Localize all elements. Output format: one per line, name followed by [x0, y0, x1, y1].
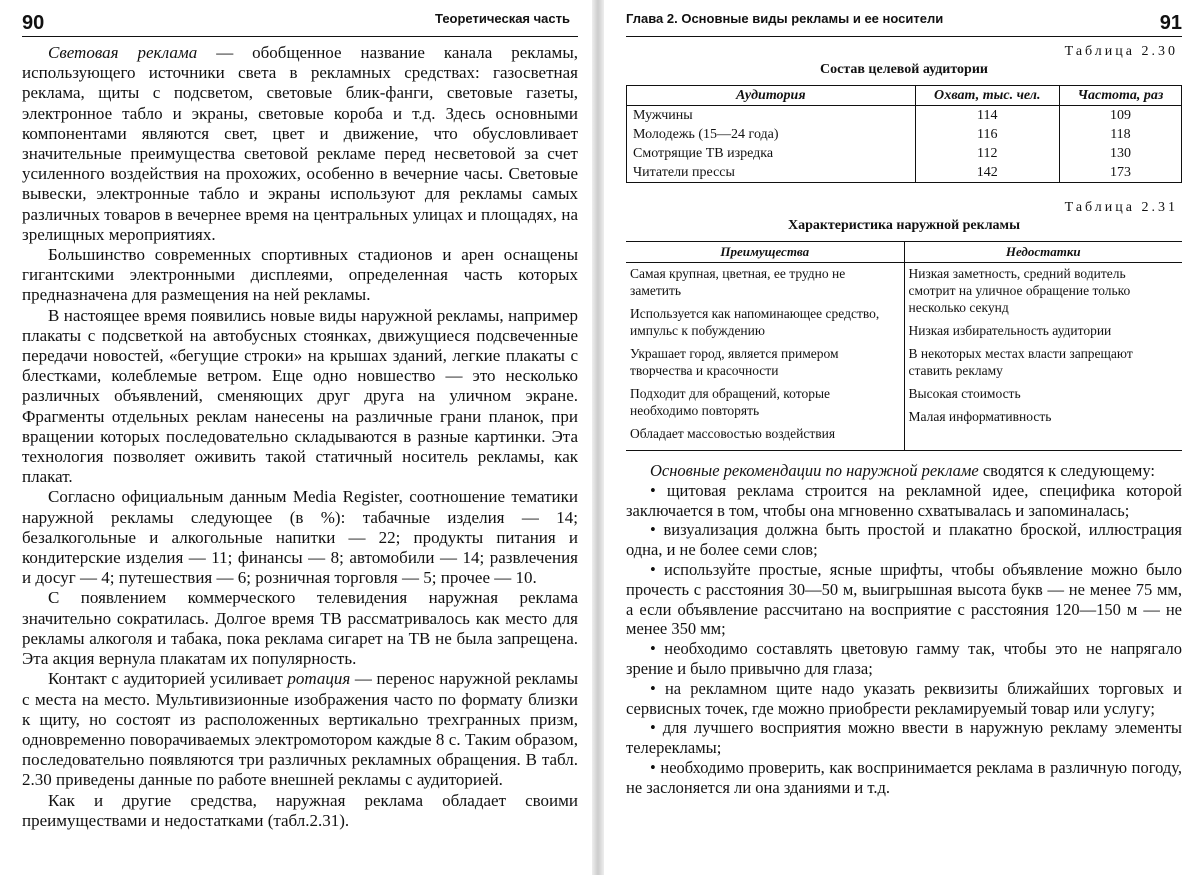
right-page [604, 0, 1200, 875]
list-item: Подходит для обращений, которые необходимо повторять [630, 386, 831, 418]
table-row [627, 125, 1182, 144]
bullet-item: • необходимо проверить, как воспринимается реклама в различную погоду, не заслоняется ли она зданиями и т.д. [626, 757, 1182, 797]
left-page [0, 0, 592, 875]
book-gutter [592, 0, 604, 875]
table-cell: 112 [915, 144, 1059, 163]
table-cell: 142 [915, 163, 1059, 183]
bullet-item: • щитовая реклама строится на рекламной идее, специфика которой заключается в том, чтобы она мгновенно схватывалась и запоминалась; [626, 480, 1182, 520]
table-caption: Таблица 2.30 [1064, 44, 1178, 59]
table-header-row [626, 242, 1182, 263]
list-item: Малая информативность [908, 409, 1052, 424]
table-cell: 173 [1059, 163, 1181, 183]
table-cell: Мужчины [627, 106, 916, 126]
page-number: 90 [22, 12, 45, 34]
bullet-item: • для лучшего восприятия можно ввести в наружную рекламу элементы телерекламы; [626, 718, 1182, 758]
term-emphasis: Световая реклама [48, 43, 198, 62]
bullet-item: • необходимо составлять цветовую гамму так, чтобы это не напрягало зрение и было привычно для глаза; [626, 639, 1182, 678]
table-title: Характеристика наружной рекламы [787, 218, 1021, 233]
advantages-column [626, 263, 904, 451]
list-item: Украшает город, является примером творчества и красочности [630, 346, 839, 378]
list-item: Обладает массовостью воздействия [630, 426, 836, 441]
column-header: Преимущества [626, 242, 904, 263]
list-item: В некоторых местах власти запрещают ставить рекламу [908, 346, 1133, 378]
paragraph: В настоящее время появились новые виды наружной рекламы, например плакаты с подсветкой на автобусных стоянках, движущиеся подсвеченные передачи новостей, «бегущие строки» на крышах зданий, легкие плакаты с блестками, колеблемые ветром. Еще одно новшество — это несколько различных объявлений, сменяющих друг друга на уличном экране. Фрагменты отдельных реклам нанесены на различные грани планок, при вращении которых последовательно складываются в разные картинки. Эта технология позволяет оживить такой статичный носитель рекламы, как плакат. [22, 305, 578, 487]
disadvantages-column [904, 263, 1182, 451]
table-cell: Смотрящие ТВ изредка [627, 144, 916, 163]
table-cell: 116 [915, 125, 1059, 144]
table-cell: Молодежь (15—24 года) [627, 125, 916, 144]
paragraph: Как и другие средства, наружная реклама обладает своими преимуществами и недостатками (табл.2.31). [22, 790, 578, 830]
paragraph: Согласно официальным данным Media Register, соотношение тематики наружной рекламы следующее (в %): табачные изделия — 14; безалкогольные и алкогольные напитки — 22; продукты питания и кондитерские изделия — 11; финансы — 8; автомобили — 14; развлечения и досуг — 4; путешествия — 6; розничная торговля — 5; прочее — 10. [22, 487, 578, 588]
table-row [627, 144, 1182, 163]
list-item: Самая крупная, цветная, ее трудно не заметить [630, 266, 846, 298]
list-item: Низкая заметность, средний водитель смотрит на уличное обращение только несколько секунд [908, 266, 1131, 315]
list-item: Высокая стоимость [908, 386, 1021, 401]
paragraph: Большинство современных спортивных стадионов и арен оснащены гигантскими электронными дисплеями, определенная часть которых предназначена для размещения на ней рекламы. [22, 245, 578, 305]
recommendations-section [626, 461, 1182, 798]
audience-table [626, 85, 1182, 183]
right-running-head [626, 6, 1182, 37]
table-cell: 118 [1059, 125, 1181, 144]
column-header: Недостатки [904, 242, 1182, 263]
table-cell: 130 [1059, 144, 1181, 163]
table-cell: 109 [1059, 106, 1181, 126]
page-number: 91 [1159, 12, 1182, 34]
running-title: Теоретическая часть [435, 11, 570, 26]
paragraph: Основные рекомендации по наружной рекламе сводятся к следующему: [650, 461, 1155, 480]
bullet-item: • на рекламном щите надо указать реквизиты ближайших торговых и сервисных точек, где можно приобрести рекламируемый товар или услугу; [626, 678, 1182, 718]
column-header: Охват, тыс. чел. [915, 86, 1059, 106]
bullet-item: • используйте простые, ясные шрифты, чтобы объявление можно было прочесть с расстояния 30—50 м, выигрышная высота букв — не менее 75 мм, а если объявление рассчитано на восприятие с расстояния 120—150 м — не менее 350 мм; [626, 559, 1182, 639]
list-item: Используется как напоминающее средство, импульс к побуждению [630, 306, 880, 338]
running-title: Глава 2. Основные виды рекламы и ее носители [626, 11, 944, 26]
table-row [626, 263, 1182, 451]
table-row [627, 163, 1182, 183]
table-caption: Таблица 2.31 [1064, 200, 1178, 215]
table-cell: 114 [915, 106, 1059, 126]
table-header-row [627, 86, 1182, 106]
term-emphasis: ротация [287, 669, 351, 689]
paragraph: С появлением коммерческого телевидения наружная реклама значительно сократилась. Долгое время ТВ рассматривалось как место для рекламы алкоголя и табака, пока реклама сигарет на ТВ не была запрещена. Эта акция вернула плакатам их популярность. [22, 588, 578, 669]
column-header: Аудитория [627, 86, 916, 106]
list-item: Низкая избирательность аудитории [908, 323, 1112, 338]
paragraph: Контакт с аудиторией усиливает ротация — перенос наружной рекламы с места на место. Мультивизионные изображения часто по формату близки к щиту, но состоят из расположенных вертикально трехгранных призм, одновременно поворачиваемых электромотором каждые 8 с. Таким образом, последовательно появляются три различных рекламных обращения. В табл. 2.30 приведены данные по работе внешней рекламы с аудиторией. [22, 669, 578, 790]
column-header: Частота, раз [1059, 86, 1181, 106]
table-title: Состав целевой аудитории [820, 62, 988, 77]
left-running-head [22, 6, 578, 37]
term-emphasis: Основные рекомендации по наружной рекламе [650, 461, 979, 480]
left-body-text [22, 43, 578, 831]
pros-cons-table [626, 241, 1182, 451]
table-cell: Читатели прессы [627, 163, 916, 183]
paragraph: Световая реклама — обобщенное название канала рекламы, использующего источники света в рекламных средствах: газосветная реклама, щиты с подсветом, световые блик-фанги, световые газеты, электронное табло и экраны, световые короба и т.д. Здесь основными компонентами являются свет, цвет и движение, что обусловливает значительные преимущества световой рекламе перед несветовой за счет усиленного воздействия на прохожих, особенно в вечерние часы. Световые вывески, электронные табло и экраны используют для рекламы самых различных товаров в вечернее время на центральных улицах и площадях, на зрелищных мероприятиях. [22, 43, 578, 244]
table-row [627, 106, 1182, 126]
bullet-item: • визуализация должна быть простой и плакатно броской, иллюстрация одна, и не более семи слов; [626, 520, 1182, 560]
